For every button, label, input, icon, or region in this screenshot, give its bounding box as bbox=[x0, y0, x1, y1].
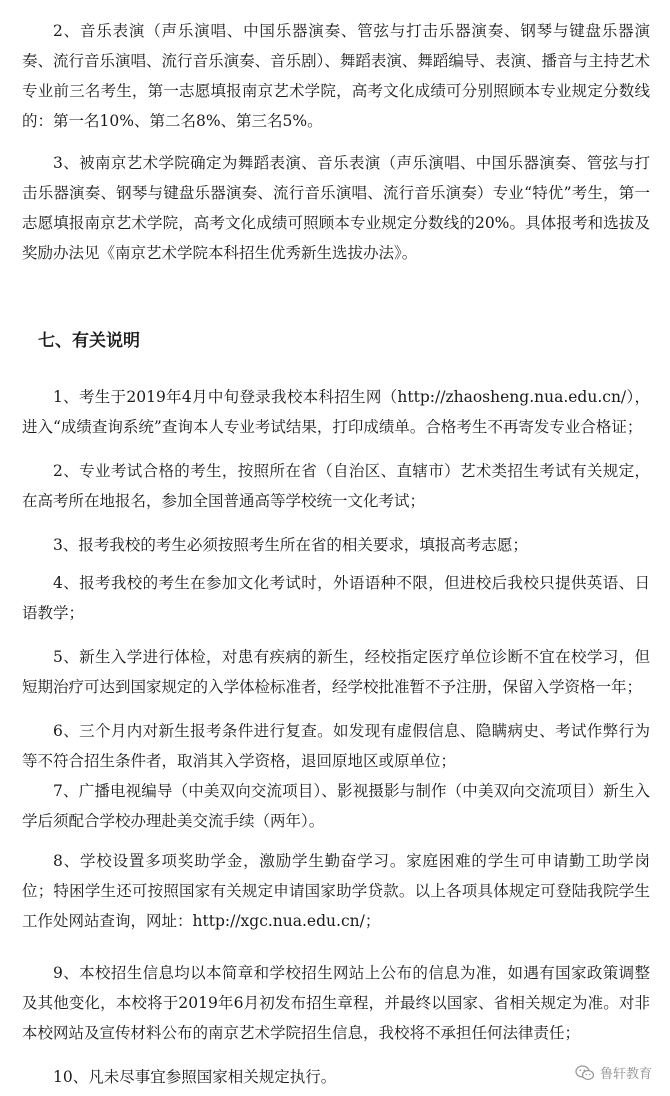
paragraph-2: 2、音乐表演（声乐演唱、中国乐器演奏、管弦与打击乐器演奏、钢琴与键盘乐器演奏、流行音乐演唱、流行音乐演奏、音乐剧）、舞蹈表演、舞蹈编导、表演、播音与主持艺术专业前三名考生，第一志愿填报南京艺术学院，高考文化成绩可分别照顾本专业规定分数线的：第一名10%、第二名8%、第三名5%。 bbox=[22, 22, 650, 130]
note-10: 10、凡未尽事宜参照国家相关规定执行。 bbox=[53, 1068, 337, 1086]
note-4: 4、报考我校的考生在参加文化考试时，外语语种不限，但进校后我校只提供英语、日语教学； bbox=[22, 574, 650, 622]
note-6: 6、三个月内对新生报考条件进行复查。如发现有虚假信息、隐瞒病史、考试作弊行为等不符合招生条件者，取消其入学资格，退回原地区或原单位； bbox=[22, 722, 650, 770]
note-8: 8、学校设置多项奖助学金，激励学生勤奋学习。家庭困难的学生可申请勤工助学岗位；特困学生还可按照国家有关规定申请国家助学贷款。以上各项具体规定可登陆我院学生工作处网站查询，网址：http://xgc.nua.edu.cn/； bbox=[22, 852, 650, 930]
note-3: 3、报考我校的考生必须按照考生所在省的相关要求，填报高考志愿； bbox=[53, 536, 528, 554]
note-2: 2、专业考试合格的考生，按照所在省（自治区、直辖市）艺术类招生考试有关规定，在高考所在地报名，参加全国普通高等学校统一文化考试； bbox=[22, 462, 650, 510]
section-heading: 七、有关说明 bbox=[38, 331, 140, 351]
note-9: 9、本校招生信息均以本简章和学校招生网站上公布的信息为准，如遇有国家政策调整及其他变化，本校将于2019年6月初发布招生章程，并最终以国家、省相关规定为准。对非本校网站及宣传材料公布的南京艺术学院招生信息，我校将不承担任何法律责任； bbox=[22, 964, 650, 1042]
paragraph-3: 3、被南京艺术学院确定为舞蹈表演、音乐表演（声乐演唱、中国乐器演奏、管弦与打击乐器演奏、钢琴与键盘乐器演奏、流行音乐演唱、流行音乐演奏）专业“特优”考生，第一志愿填报南京艺术学院，高考文化成绩可照顾本专业规定分数线的20%。具体报考和选拔及奖励办法见《南京艺术学院本科招生优秀新生选拔办法》。 bbox=[22, 154, 650, 262]
note-5: 5、新生入学进行体检，对患有疾病的新生，经校指定医疗单位诊断不宜在校学习，但短期治疗可达到国家规定的入学体检标准者，经学校批准暂不予注册，保留入学资格一年； bbox=[22, 648, 650, 696]
watermark bbox=[571, 1061, 656, 1084]
watermark-text: 鲁轩教育 bbox=[599, 1067, 652, 1082]
note-7: 7、广播电视编导（中美双向交流项目）、影视摄影与制作（中美双向交流项目）新生入学后须配合学校办理赴美交流手续（两年）。 bbox=[22, 782, 650, 830]
note-1: 1、考生于2019年4月中旬登录我校本科招生网（http://zhaosheng.nua.edu.cn/），进入“成绩查询系统”查询本人专业考试结果，打印成绩单。合格考生不再寄发专业合格证； bbox=[22, 388, 650, 436]
wechat-icon bbox=[575, 1065, 595, 1081]
